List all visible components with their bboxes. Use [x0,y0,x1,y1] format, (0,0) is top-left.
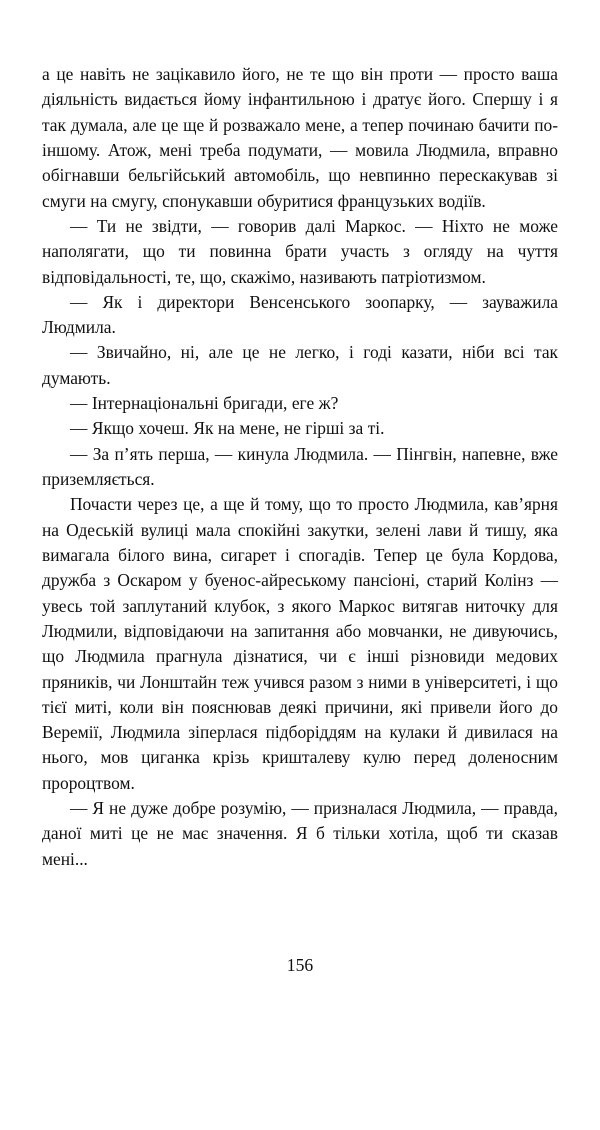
page-text-block [42,62,558,872]
paragraph: — Інтернаціональні бригади, еге ж? [70,393,339,414]
page-number: 156 [286,955,314,975]
paragraph: — За п’ять перша, — кинула Людмила. — Пінгвін, напевне, вже приземляється. [42,443,558,489]
paragraph: а це навіть не зацікавило його, не те що він проти — просто ваша діяльність видається йому інфантильною і дратує його. Спершу і я так думала, але це ще й розважало мене, а тепер починаю бачити по-іншому. Атож, мені треба подумати, — мовила Людмила, вправно обігнавши бельгійський автомобіль, що невпинно перескакував зі смуги на смугу, спонукавши обуритися французьких водіїв. [42,64,558,211]
paragraph: Почасти через це, а ще й тому, що то просто Людмила, кав’ярня на Одеській вулиці мала спокійні закутки, зелені лави й тишу, яка вимагала білого вина, сигарет і спогадів. Тепер це була Кордова, дружба з Оскаром у буенос-айреському пансіоні, старий Колінз — увесь той заплутаний клубок, з якого Маркос витягав ниточку для Людмили, відповідаючи на запитання або мовчанки, не дивуючись, що Людмила прагнула дізнатися, чи є інші різновиди медових пряників, чи Лонштайн теж учився разом з ними в університеті, і що тієї миті, коли він пояснював деякі причини, які привели його до Веремії, Людмила зіперлася підборіддям на кулаки й дивилася на нього, мов циганка крізь кришталеву кулю перед доленосним пророцтвом. [42,494,558,793]
paragraph: — Ти не звідти, — говорив далі Маркос. — Ніхто не може наполягати, що ти повинна брати участь з огляду на чуття відповідальності, те, що, скажімо, називають патріотизмом. [42,215,558,287]
paragraph: — Як і директори Венсенського зоопарку, — зауважила Людмила. [42,291,558,338]
paragraph: — Звичайно, ні, але це не легко, і годі казати, ніби всі так думають. [42,342,558,388]
paragraph: — Якщо хочеш. Як на мене, не гірші за ті. [70,418,385,439]
paragraph: — Я не дуже добре розумію, — призналася Людмила, — правда, даної миті це не має значення. Я б тільки хотіла, щоб ти сказав мені... [42,798,558,869]
